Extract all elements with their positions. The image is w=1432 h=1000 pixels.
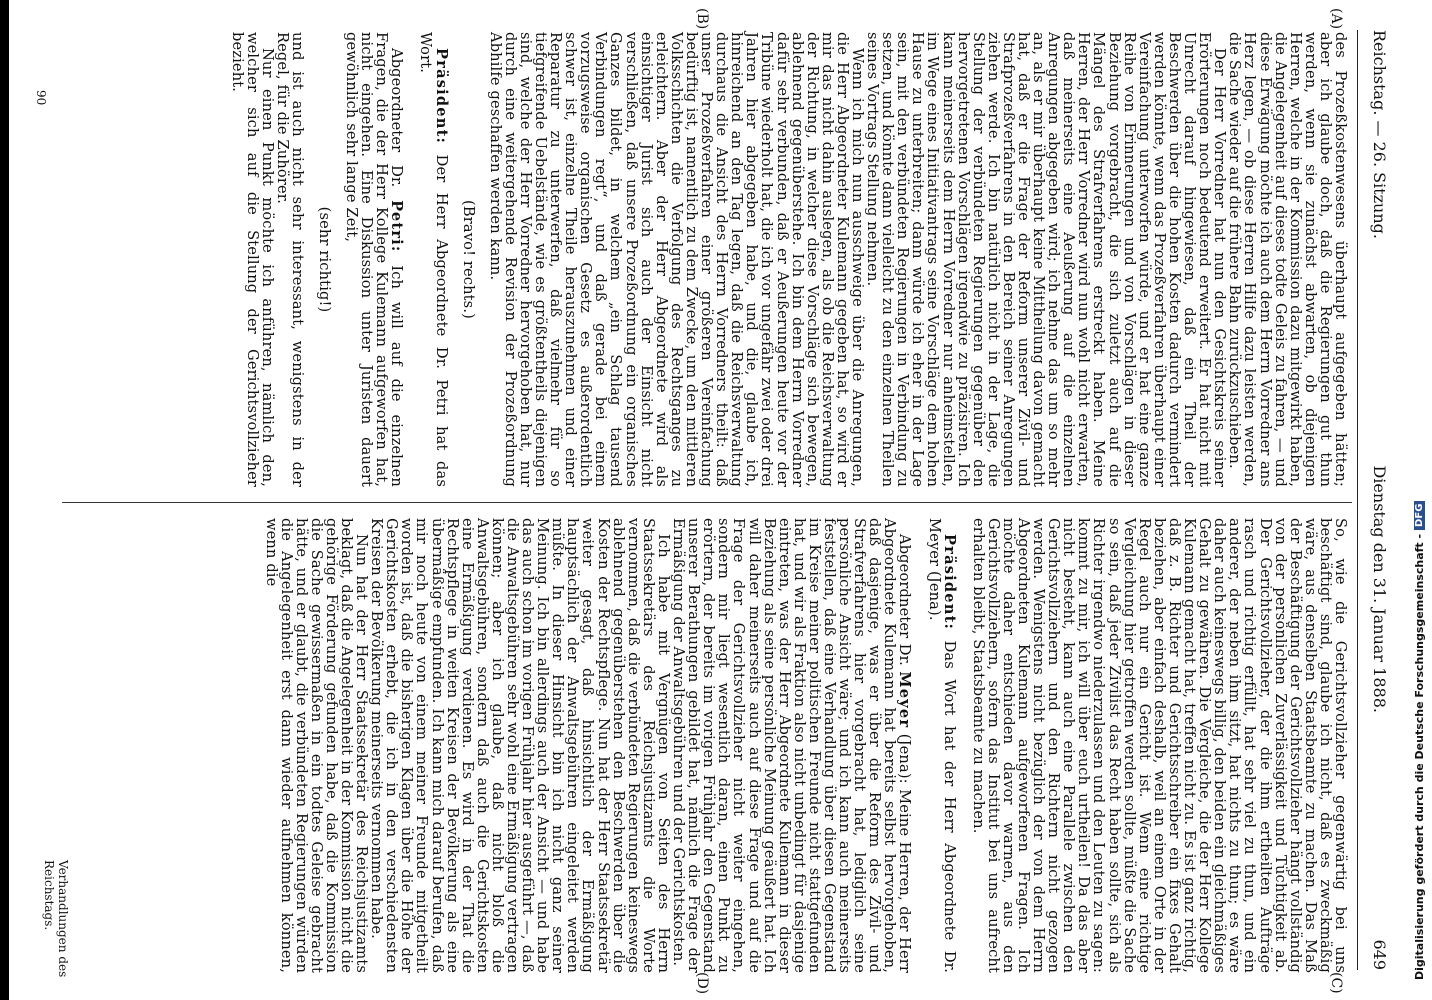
speaker-name: Meyer	[896, 671, 914, 729]
paragraph: und ist auch nicht sehr interessant, wenigstens in der Regel, für die Zuhörer.	[273, 32, 306, 487]
rotated-page-content	[10, 0, 1400, 1000]
dfg-credit	[1410, 20, 1428, 1000]
speaker-label: Präsident:	[940, 534, 958, 631]
paragraph: Nur einen Punkt möchte ich anführen, nämlich den, welcher sich auf die Stellung der Gerichtsvollzieher bezieht.	[228, 32, 276, 487]
dfg-credit-text: Digitalisierung gefördert durch die Deutsche Forschungsgemeinschaft -	[1412, 533, 1426, 980]
paragraph: des Prozeßkostenwesens überhaupt aufgegeben hätten; aber ich glaube doch, daß die Regierungen gut thun werden, wenn sie zunächst abwarten, ob diejenigen Herren, welche in der Kommission dazu mitgewirkt haben, die Angelegenheit auf dieses todte Geleis zu fahren, — und diese Erwägung möchte ich auch dem Herrn Vorredner ans Herz legen, — ob diese Herren Hilfe dazu leisten werden, die Sache wieder auf die frühere Bahn zurückzuschieben.	[1226, 32, 1349, 487]
speaker-intro: Abgeordneter Dr.	[896, 534, 914, 666]
paragraph: Wenn ich mich nun ausschweige über die Anregungen, die Herr Abgeordneter Kulemann gegeben hat, so wird er mir das nicht dahin auslegen, als ob die Reichsverwaltung der Richtung, in welcher diese Vorschläge sich bewegen, ablehnend gegenüberstehe. Ich bin dem Herrn Vorredner dafür sehr verbunden, daß er Aeußerungen heute vor der Tribüne wiederholt hat, die ich vor ungefähr zwei oder drei Jahren hier abgegeben habe, und die, glaube ich, hinreichend an den Tag legen, daß die Reichsverwaltung durchaus die Ansicht des Herrn Vorredners theilt: daß unser Prozeßverfahren einer größeren Vereinfachung bedürftig ist, namentlich zu dem Zwecke, um den mittleren Volksschichten die Verfolgung des Rechtsganges zu erleichtern. Aber der Herr Abgeordnete wird als einsichtiger Jurist sich auch der Einsicht nicht verschließen, daß unsere Prozeßordnung ein organisches Ganzes bildet, in welchem „ein Schlag tausend Verbindungen regt“, und daß gerade bei einem vorzugsweise organischen Gesetz es außerordentlich schwer ist, einzelne Theile herauszunehmen und einer Reparatur zu unterwerfen, daß vielmehr für so tiefgreifende Uebelstände, wie es größtentheils diejenigen sind, welche der Herr Vorredner hervorgehoben hat, nur durch eine weitergehende Revision der Prozeßordnung Abhilfe geschaffen werden kann.	[486, 32, 866, 487]
interjection: (sehr richtig!)	[316, 206, 333, 313]
speaker-paragraph	[671, 518, 913, 973]
sheet-number: 90	[34, 90, 48, 106]
paragraph: Der Herr Vorredner hat nun den Gesichtskreis seiner Erörterungen noch bedeutend erweitert. Er hat nicht mit Unrecht darauf hingewiesen, daß ein Theil der Beschwerden über die hohen Kosten dadurch vermindert werden könnte, wenn das Prozeßverfahren überhaupt einer Vereinfachung unterworfen würde, und er hat eine ganze Reihe von Erinnerungen und von Vorschlägen in dieser Beziehung vorgebracht, die sich zuletzt auch auf die Mängel des Strafverfahrens erstreckt haben. Meine Herren, der Herr Vorredner wird nun wohl nicht erwarten, daß meinerseits eine Aeußerung auf die einzelnen Anregungen abgegeben wird; ich nehme das um so mehr an, als er mir überhaupt keine Mittheilung davon gemacht hat, daß er die Frage der Reform unserer Zivil- und Strafprozeßverfahrens in den Bereich seiner Anregungen ziehen werde. Ich bin natürlich nicht in der Lage, die Stellung der verbündeten Regierungen gegenüber den hervorgetretenen Vorschlägen irgendwie zu präzisiren. Ich kann meinerseits dem Herrn Vorredner nur anheimstellen, im Wege eines Initiativantrags seine Vorschläge dem hohen Hause zu unterbreiten; dann würde ich eher in der Lage sein, mit den verbündeten Regierungen in Verbindung zu setzen, und könnte dann vielleicht zu den einzelnen Theilen seines Vortrags Stellung nehmen.	[864, 32, 1229, 487]
speech-text: (Jena): Meine Herren, der Herr Abgeordnete Kulemann hat bereits selbst hervorgehoben, daß dasjenige, was er über die Reform des Zivil- und Strafverfahrens hier vorgebracht hat, lediglich seine persönliche Ansicht wäre; und ich kann auch meinerseits feststellen, daß eine Verhandlung über diesen Gegenstand im Kreise meiner politischen Freunde nicht stattgefunden hat, und wir als Fraktion also nicht unbedingt für dasjenige eintreten, was der Herr Abgeordnete Kulemann in dieser Beziehung als seine persönliche Meinung geäußert hat. Ich will daher meinerseits auch auf diese Frage und auf die Frage der Gerichtsvollzieher nicht weiter eingehen, sondern mir liegt wesentlich daran, einen Punkt zu erörtern, der bereits im vorigen Frühjahr den Gegenstand unserer Berathungen gebildet hat, nämlich die Frage der Ermäßigung der Anwaltsgebühren und der Gerichtskosten.	[670, 518, 914, 974]
paragraph: Ich habe mit Vergnügen von Seiten des Herrn Staatssekretärs des Reichsjustizamts die Worte vernommen, daß die verbündeten Regierungen keineswegs ablehnend gegenüberstehen den Beschwerden über die Kosten der Rechtspflege. Nun hat der Herr Staatssekretär weiter gesagt, daß hinsichtlich der Ermäßigung hauptsächlich der Anwaltsgebühren eingeleitet werden müßte. In dieser Hinsicht bin ich nicht ganz seiner Meinung. Ich bin allerdings auch der Ansicht — und habe das auch schon im vorigen Frühjahr hier ausgeführt —, daß die Anwaltsgebühren sehr wohl eine Ermäßigung vertragen können; aber ich glaube, daß nicht bloß die Anwaltsgebühren, sondern daß auch die Gerichtskosten eine Ermäßigung verdienen. Es wird in der That die Rechtspflege in weiten Kreisen der Bevölkerung als eine übermäßige empfunden. Ich kann mich darauf berufen, daß mir noch heute von einem meiner Freunde mitgetheilt worden ist, daß die bisherigen Klagen über die Höhe der Gerichtskosten erhebt, die ich in den verschiedensten Kreisen der Bevölkerung meinerseits vernommen habe.	[368, 518, 672, 973]
page-header	[1360, 30, 1400, 970]
paragraph: So, wie die Gerichtsvollzieher gegenwärtig bei uns beschäftigt sind, glaube ich nicht, daß es zweckmäßig wäre, aus denselben Staatsbeamte zu machen. Das Maß der Beschäftigung der Gerichtsvollzieher hängt vollständig von der persönlichen Zuverlässigkeit und Tüchtigkeit ab. Der Gerichtsvollzieher, der die ihm ertheilten Aufträge rasch und richtig erfüllt, hat sehr viel zu thun, und ein anderer, der neben ihm sitzt, hat nichts zu thun; es wäre daher auch keineswegs billig, den beiden ein gleichmäßiges Gehalt zu gewähren. Die Vergleiche, die der Herr Kollege Kulemann gemacht hat, treffen nicht zu. Es ist ganz richtig, daß z. B. Richter und Gerichtsschreiber ein fixes Gehalt beziehen, aber einfach deshalb, weil an einem Orte in der Regel auch nur ein Gericht ist. Wenn eine richtige Vergleichung hier getroffen werden sollte, müßte die Sache so sein, daß jeder Zivilist das Recht haben sollte, sich als Richter irgendwo niederzulassen und den Leuten zu sagen: kommt zu mir, ich will über euch urtheilen! Da das aber nicht besteht, kann auch eine Parallele zwischen den Gerichtsvollziehern und den Richtern nicht gezogen werden. Wenigstens nicht bezüglich der von dem Herrn Abgeordneten Kulemann aufgeworfenen Fragen. Ich möchte daher entschieden davor warnen, aus den Gerichtsvollziehern, sofern das Institut bei uns aufrecht erhalten bleibt, Staatsbeamte zu machen.	[969, 518, 1349, 973]
dfg-logo: DFG	[1414, 501, 1425, 530]
paragraph: Nun hat der Herr Staatssekretär des Reichsjustizamts beklagt, daß die Angelegenheit in der Kommission nicht die gehörige Förderung gefunden habe, daß die Kommission die Sache gewissermaßen in ein todtes Geleise gebracht hätte, und er glaubt, die verbündeten Regierungen würden die Angelegenheit erst dann wieder aufnehmen können, wenn die	[262, 518, 371, 973]
right-column	[263, 518, 1348, 973]
marker-a: (A)	[1328, 8, 1344, 30]
header-rule	[1357, 30, 1358, 970]
header-center: Dienstag den 31. Januar 1888.	[1370, 465, 1390, 713]
speaker-paragraph	[344, 32, 404, 487]
marker-b: (B)	[694, 8, 710, 30]
footer-text: Verhandlungen des Reichstags.	[42, 860, 70, 978]
president-line	[926, 518, 956, 973]
interjection: (Bravo! rechts.)	[459, 200, 477, 319]
speech-text: Ich will auf die einzelnen Fragen, die der Herr Kollege Kulemann aufgeworfen hat, nicht eingehen. Eine Diskussion unter Juristen dauert gewöhnlich sehr lange Zeit,	[343, 32, 406, 487]
marker-d: (D)	[694, 972, 710, 995]
left-column	[229, 32, 1348, 487]
header-left: Reichstag. — 26. Sitzung.	[1370, 30, 1390, 239]
marker-c: (C)	[1328, 972, 1344, 994]
speaker-intro: Abgeordneter Dr.	[388, 48, 406, 188]
speech-text: Das Wort hat der Herr Abgeordnete Dr. Meyer (Jena).	[925, 518, 958, 973]
speech-text: Der Herr Abgeordnete Dr. Petri hat das Wort.	[417, 32, 450, 487]
speaker-name: Petri:	[388, 200, 406, 253]
page-number: 649	[1370, 939, 1390, 970]
scan-border	[0, 0, 9, 1000]
president-line	[418, 32, 448, 487]
column-divider	[62, 502, 1352, 503]
speaker-label: Präsident:	[432, 48, 450, 145]
